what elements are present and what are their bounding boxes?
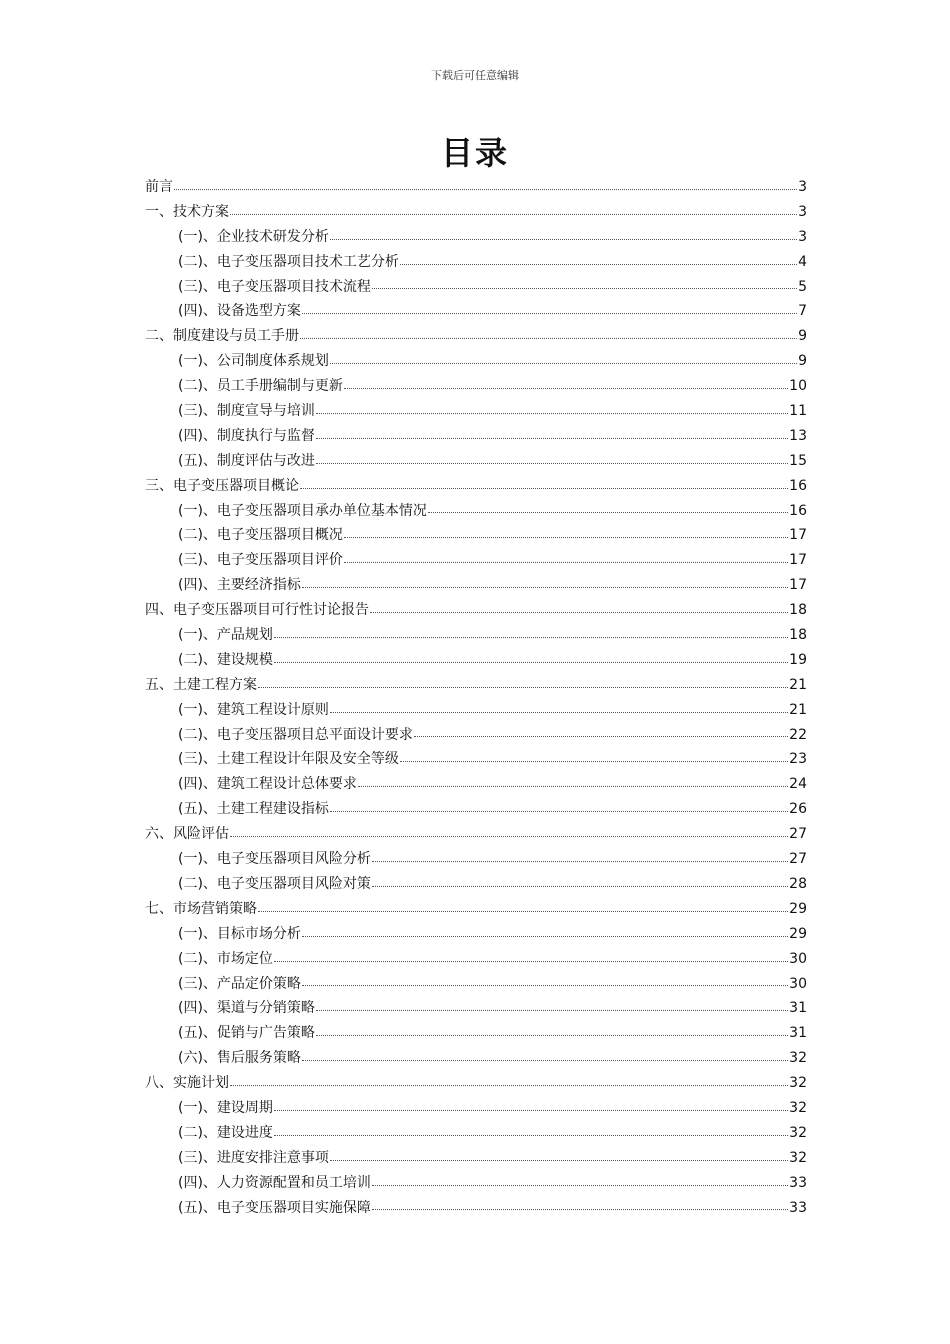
toc-entry-label: (一)、企业技术研发分析 bbox=[178, 228, 329, 245]
toc-dot-leader bbox=[316, 1009, 788, 1011]
toc-entry-page: 29 bbox=[789, 900, 807, 917]
toc-entry-page: 19 bbox=[789, 651, 807, 668]
toc-entry-page: 3 bbox=[798, 228, 807, 245]
toc-entry-page: 22 bbox=[789, 726, 807, 743]
toc-entry[interactable] bbox=[145, 723, 807, 748]
toc-entry-label: 七、市场营销策略 bbox=[145, 900, 257, 917]
toc-dot-leader bbox=[344, 387, 788, 389]
toc-entry[interactable] bbox=[145, 972, 807, 997]
toc-dot-leader bbox=[344, 536, 788, 538]
toc-dot-leader bbox=[258, 686, 788, 688]
toc-entry[interactable] bbox=[145, 1071, 807, 1096]
toc-entry-page: 15 bbox=[789, 452, 807, 469]
toc-entry-page: 21 bbox=[789, 676, 807, 693]
toc-entry-label: (二)、电子变压器项目概况 bbox=[178, 527, 343, 544]
toc-entry-page: 32 bbox=[789, 1149, 807, 1166]
toc-dot-leader bbox=[330, 711, 788, 713]
toc-dot-leader bbox=[302, 1059, 788, 1061]
toc-entry-label: 三、电子变压器项目概论 bbox=[145, 477, 299, 494]
toc-entry-label: (三)、电子变压器项目技术流程 bbox=[178, 278, 371, 295]
toc-dot-leader bbox=[302, 586, 788, 588]
toc-dot-leader bbox=[330, 238, 797, 240]
toc-entry[interactable] bbox=[145, 1196, 807, 1221]
toc-entry[interactable] bbox=[145, 698, 807, 723]
toc-dot-leader bbox=[274, 636, 788, 638]
toc-dot-leader bbox=[300, 337, 797, 339]
toc-entry-label: (一)、建设周期 bbox=[178, 1099, 273, 1116]
toc-entry[interactable] bbox=[145, 225, 807, 250]
toc-dot-leader bbox=[230, 213, 797, 215]
toc-dot-leader bbox=[316, 412, 788, 414]
toc-entry-page: 32 bbox=[789, 1099, 807, 1116]
toc-entry[interactable] bbox=[145, 299, 807, 324]
toc-entry-page: 24 bbox=[789, 776, 807, 793]
toc-dot-leader bbox=[372, 885, 788, 887]
toc-entry-page: 3 bbox=[798, 179, 807, 195]
toc-entry-label: 一、技术方案 bbox=[145, 203, 229, 220]
toc-dot-leader bbox=[344, 561, 788, 563]
toc-entry[interactable] bbox=[145, 1096, 807, 1121]
toc-entry-page: 29 bbox=[789, 925, 807, 942]
toc-dot-leader bbox=[316, 1034, 788, 1036]
toc-entry-label: 八、实施计划 bbox=[145, 1075, 229, 1092]
toc-dot-leader bbox=[330, 810, 788, 812]
toc-dot-leader bbox=[330, 362, 797, 364]
toc-entry-label: (四)、主要经济指标 bbox=[178, 577, 301, 594]
toc-entry-label: (五)、促销与广告策略 bbox=[178, 1025, 315, 1042]
toc-entry-label: (二)、电子变压器项目风险对策 bbox=[178, 875, 371, 892]
toc-entry[interactable] bbox=[145, 623, 807, 648]
toc-entry-label: (三)、制度宣导与培训 bbox=[178, 403, 315, 420]
toc-entry-label: (一)、公司制度体系规划 bbox=[178, 353, 329, 370]
toc-entry[interactable] bbox=[145, 822, 807, 847]
toc-dot-leader bbox=[372, 1184, 788, 1186]
toc-dot-leader bbox=[302, 984, 788, 986]
toc-entry-page: 27 bbox=[789, 826, 807, 843]
toc-entry-label: (三)、土建工程设计年限及安全等级 bbox=[178, 751, 399, 768]
toc-entry-page: 16 bbox=[789, 477, 807, 494]
toc-entry-label: (四)、设备选型方案 bbox=[178, 303, 301, 320]
toc-entry[interactable] bbox=[145, 200, 807, 225]
toc-entry[interactable] bbox=[145, 1021, 807, 1046]
toc-entry-page: 30 bbox=[789, 950, 807, 967]
toc-entry-page: 10 bbox=[789, 378, 807, 395]
toc-entry-page: 18 bbox=[789, 602, 807, 619]
toc-entry-label: 二、制度建设与员工手册 bbox=[145, 328, 299, 345]
toc-entry[interactable] bbox=[145, 897, 807, 922]
header-note: 下载后可任意编辑 bbox=[431, 69, 519, 82]
toc-entry-label: (四)、建筑工程设计总体要求 bbox=[178, 776, 357, 793]
toc-entry-page: 5 bbox=[798, 278, 807, 295]
table-of-contents bbox=[145, 175, 807, 1220]
toc-entry[interactable] bbox=[145, 324, 807, 349]
toc-entry-page: 7 bbox=[798, 303, 807, 320]
toc-dot-leader bbox=[302, 935, 788, 937]
toc-entry-page: 4 bbox=[798, 253, 807, 270]
toc-entry[interactable] bbox=[145, 673, 807, 698]
toc-entry[interactable] bbox=[145, 1171, 807, 1196]
toc-entry-label: (一)、产品规划 bbox=[178, 627, 273, 644]
toc-entry-page: 21 bbox=[789, 701, 807, 718]
toc-dot-leader bbox=[316, 437, 788, 439]
toc-entry[interactable] bbox=[145, 922, 807, 947]
toc-entry[interactable] bbox=[145, 175, 807, 200]
toc-dot-leader bbox=[428, 511, 788, 513]
toc-dot-leader bbox=[372, 287, 797, 289]
toc-dot-leader bbox=[370, 611, 788, 613]
toc-entry-label: (三)、电子变压器项目评价 bbox=[178, 552, 343, 569]
toc-entry-label: (二)、市场定位 bbox=[178, 950, 273, 967]
toc-entry-label: (六)、售后服务策略 bbox=[178, 1050, 301, 1067]
toc-dot-leader bbox=[400, 263, 797, 265]
toc-dot-leader bbox=[414, 735, 788, 737]
toc-entry-label: (一)、建筑工程设计原则 bbox=[178, 701, 329, 718]
toc-entry-label: (三)、进度安排注意事项 bbox=[178, 1149, 329, 1166]
toc-entry[interactable] bbox=[145, 349, 807, 374]
toc-entry-label: (一)、目标市场分析 bbox=[178, 925, 301, 942]
toc-entry-page: 32 bbox=[789, 1124, 807, 1141]
toc-entry[interactable] bbox=[145, 598, 807, 623]
toc-entry[interactable] bbox=[145, 250, 807, 275]
toc-entry[interactable] bbox=[145, 424, 807, 449]
toc-entry-label: (四)、制度执行与监督 bbox=[178, 427, 315, 444]
toc-dot-leader bbox=[400, 760, 788, 762]
toc-dot-leader bbox=[174, 188, 797, 190]
toc-entry-page: 26 bbox=[789, 801, 807, 818]
toc-entry[interactable] bbox=[145, 1121, 807, 1146]
toc-entry-page: 33 bbox=[789, 1174, 807, 1191]
toc-dot-leader bbox=[330, 1159, 788, 1161]
toc-dot-leader bbox=[230, 1084, 788, 1086]
toc-dot-leader bbox=[274, 1109, 788, 1111]
toc-entry-label: 六、风险评估 bbox=[145, 826, 229, 843]
toc-entry-label: (二)、电子变压器项目总平面设计要求 bbox=[178, 726, 413, 743]
toc-entry[interactable] bbox=[145, 399, 807, 424]
toc-entry-page: 9 bbox=[798, 328, 807, 345]
toc-dot-leader bbox=[230, 835, 788, 837]
toc-entry[interactable] bbox=[145, 648, 807, 673]
toc-entry[interactable] bbox=[145, 996, 807, 1021]
toc-entry[interactable] bbox=[145, 573, 807, 598]
toc-entry-label: 四、电子变压器项目可行性讨论报告 bbox=[145, 602, 369, 619]
toc-entry-label: 五、土建工程方案 bbox=[145, 676, 257, 693]
toc-title: 目录 bbox=[440, 134, 509, 172]
toc-dot-leader bbox=[300, 487, 788, 489]
toc-entry-page: 32 bbox=[789, 1050, 807, 1067]
toc-entry-page: 27 bbox=[789, 851, 807, 868]
toc-dot-leader bbox=[258, 910, 788, 912]
toc-entry[interactable] bbox=[145, 747, 807, 772]
toc-dot-leader bbox=[372, 1208, 788, 1210]
toc-entry[interactable] bbox=[145, 1146, 807, 1171]
toc-dot-leader bbox=[372, 860, 788, 862]
toc-entry-page: 17 bbox=[789, 552, 807, 569]
toc-entry-page: 30 bbox=[789, 975, 807, 992]
toc-entry[interactable] bbox=[145, 275, 807, 300]
toc-entry-label: (二)、建设进度 bbox=[178, 1124, 273, 1141]
toc-entry[interactable] bbox=[145, 374, 807, 399]
toc-entry-page: 31 bbox=[789, 1025, 807, 1042]
toc-entry-label: (二)、员工手册编制与更新 bbox=[178, 378, 343, 395]
toc-entry-page: 28 bbox=[789, 875, 807, 892]
toc-entry-page: 9 bbox=[798, 353, 807, 370]
toc-entry-page: 13 bbox=[789, 427, 807, 444]
toc-entry-label: (二)、电子变压器项目技术工艺分析 bbox=[178, 253, 399, 270]
toc-entry-page: 3 bbox=[798, 203, 807, 220]
toc-entry-label: (五)、土建工程建设指标 bbox=[178, 801, 329, 818]
toc-entry[interactable] bbox=[145, 1046, 807, 1071]
toc-entry-page: 31 bbox=[789, 1000, 807, 1017]
toc-entry-label: (一)、电子变压器项目承办单位基本情况 bbox=[178, 502, 427, 519]
toc-entry-label: (五)、制度评估与改进 bbox=[178, 452, 315, 469]
toc-dot-leader bbox=[274, 1134, 788, 1136]
toc-entry-label: (四)、渠道与分销策略 bbox=[178, 1000, 315, 1017]
toc-dot-leader bbox=[302, 312, 797, 314]
toc-entry-label: (一)、电子变压器项目风险分析 bbox=[178, 851, 371, 868]
toc-entry-page: 17 bbox=[789, 577, 807, 594]
toc-entry-page: 16 bbox=[789, 502, 807, 519]
toc-entry-label: (五)、电子变压器项目实施保障 bbox=[178, 1199, 371, 1216]
toc-dot-leader bbox=[358, 785, 788, 787]
toc-entry-page: 17 bbox=[789, 527, 807, 544]
toc-entry-label: (四)、人力资源配置和员工培训 bbox=[178, 1174, 371, 1191]
toc-entry-label: 前言 bbox=[145, 179, 173, 195]
toc-entry[interactable] bbox=[145, 499, 807, 524]
toc-dot-leader bbox=[274, 960, 788, 962]
toc-dot-leader bbox=[316, 462, 788, 464]
toc-entry[interactable] bbox=[145, 548, 807, 573]
toc-entry-page: 11 bbox=[789, 403, 807, 420]
toc-entry[interactable] bbox=[145, 947, 807, 972]
toc-dot-leader bbox=[274, 661, 788, 663]
toc-entry[interactable] bbox=[145, 797, 807, 822]
toc-entry[interactable] bbox=[145, 449, 807, 474]
toc-entry[interactable] bbox=[145, 523, 807, 548]
toc-entry[interactable] bbox=[145, 474, 807, 499]
toc-entry[interactable] bbox=[145, 872, 807, 897]
toc-entry-page: 18 bbox=[789, 627, 807, 644]
toc-entry-label: (二)、建设规模 bbox=[178, 651, 273, 668]
toc-entry-page: 33 bbox=[789, 1199, 807, 1216]
toc-entry[interactable] bbox=[145, 772, 807, 797]
toc-entry[interactable] bbox=[145, 847, 807, 872]
toc-entry-label: (三)、产品定价策略 bbox=[178, 975, 301, 992]
toc-entry-page: 23 bbox=[789, 751, 807, 768]
toc-entry-page: 32 bbox=[789, 1075, 807, 1092]
